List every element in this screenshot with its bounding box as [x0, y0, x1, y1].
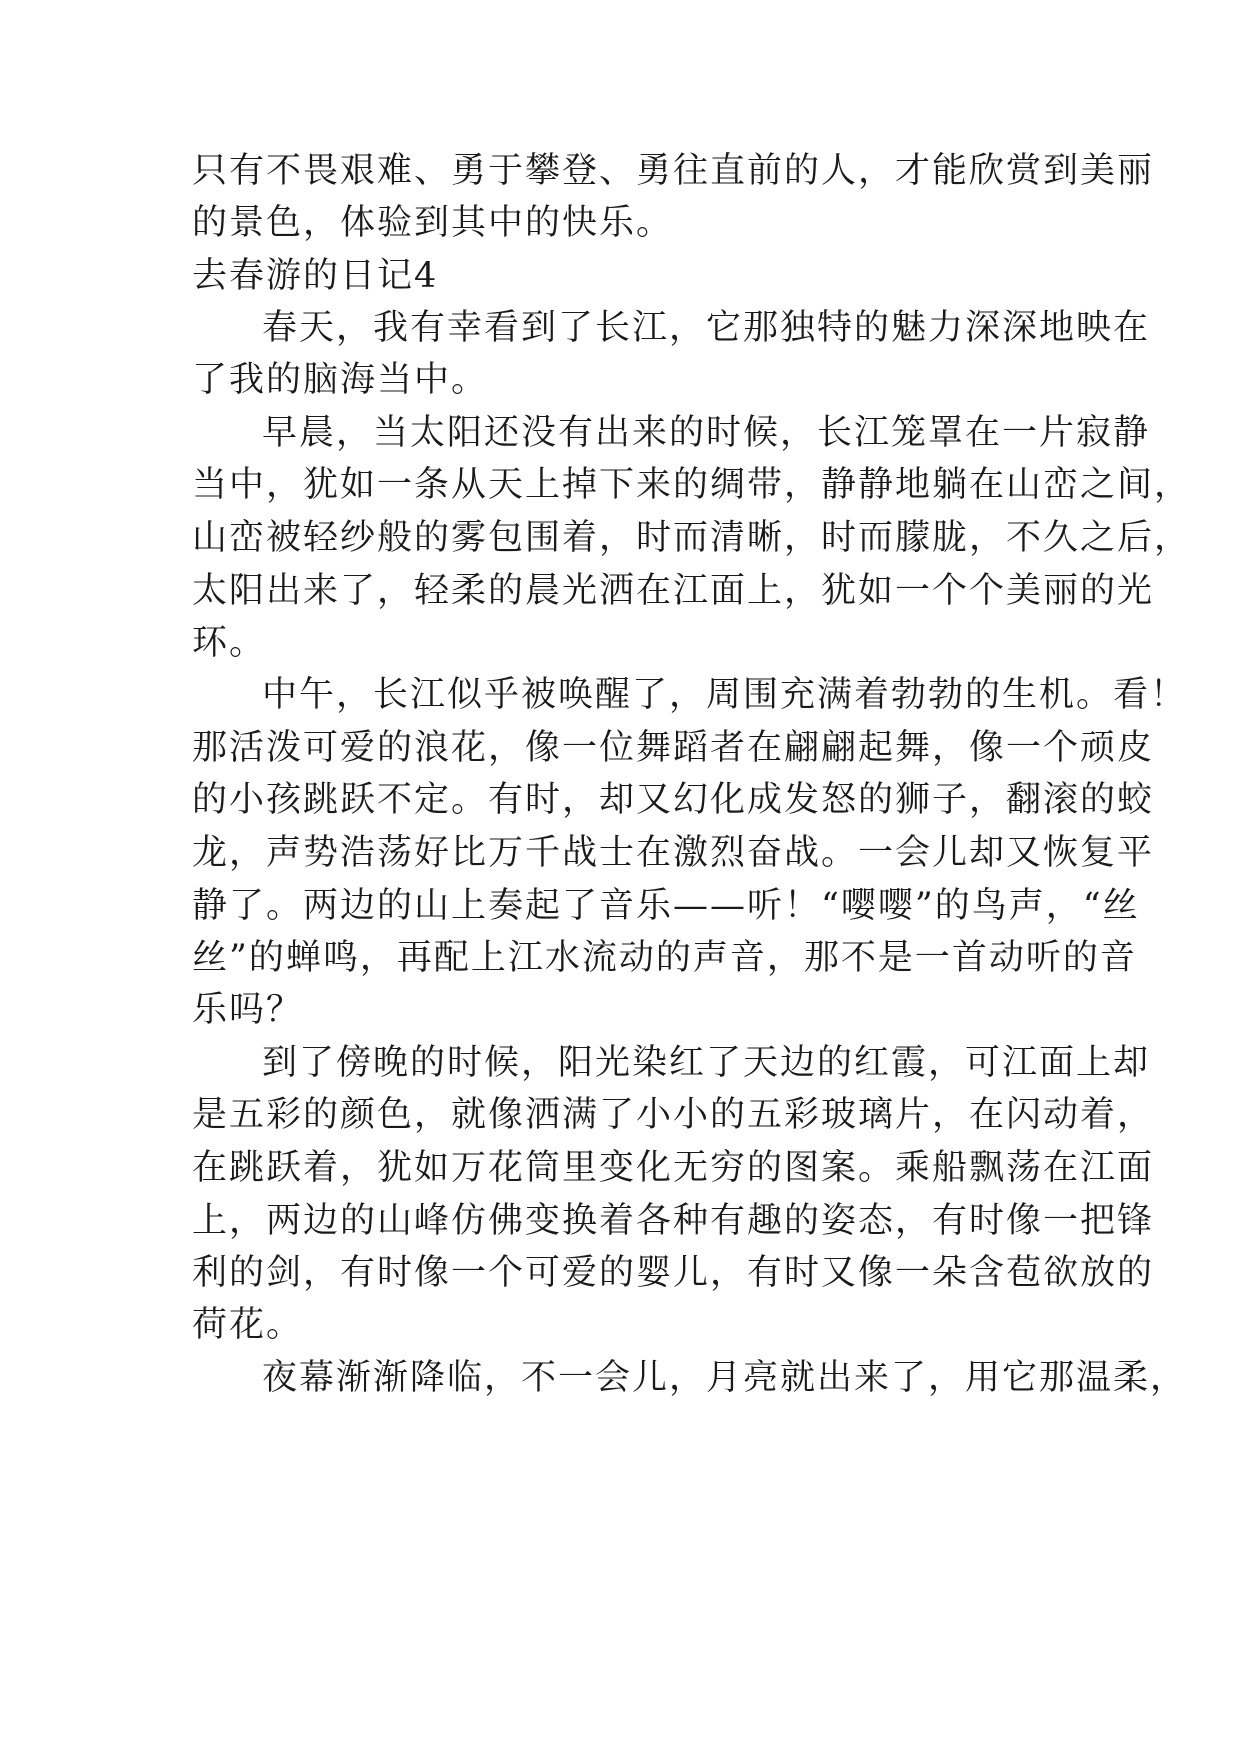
- paragraph-line: 中午，长江似乎被唤醒了，周围充满着勃勃的生机。看！: [262, 675, 1188, 715]
- paragraph-line: 只有不畏艰难、勇于攀登、勇往直前的人，才能欣赏到美丽: [192, 151, 1155, 191]
- paragraph-line: 夜幕渐渐降临，不一会儿，月亮就出来了，用它那温柔，: [262, 1358, 1188, 1398]
- paragraph-line: 那活泼可爱的浪花，像一位舞蹈者在翩翩起舞，像一个顽皮: [192, 728, 1155, 768]
- paragraph-line: 在跳跃着，犹如万花筒里变化无穷的图案。乘船飘荡在江面: [192, 1148, 1155, 1188]
- paragraph-line: 了我的脑海当中。: [192, 360, 489, 400]
- paragraph-line: 龙，声势浩荡好比万千战士在激烈奋战。一会儿却又恢复平: [192, 833, 1155, 873]
- paragraph-line: 利的剑，有时像一个可爱的婴儿，有时又像一朵含苞欲放的: [192, 1253, 1155, 1293]
- paragraph-line: 乐吗？: [192, 990, 304, 1030]
- paragraph-line: 早晨，当太阳还没有出来的时候，长江笼罩在一片寂静: [262, 413, 1151, 453]
- paragraph-line: 荷花。: [192, 1305, 304, 1345]
- paragraph-line: 的景色，体验到其中的快乐。: [192, 203, 674, 243]
- paragraph-line: 山峦被轻纱般的雾包围着，时而清晰，时而朦胧，不久之后，: [192, 518, 1192, 558]
- paragraph-line: 丝”的蝉鸣，再配上江水流动的声音，那不是一首动听的音: [192, 938, 1137, 978]
- paragraph-line: 当中，犹如一条从天上掉下来的绸带，静静地躺在山峦之间，: [192, 465, 1192, 505]
- paragraph-line: 上，两边的山峰仿佛变换着各种有趣的姿态，有时像一把锋: [192, 1201, 1155, 1241]
- section-heading: 去春游的日记4: [192, 256, 439, 296]
- paragraph-line: 春天，我有幸看到了长江，它那独特的魅力深深地映在: [262, 308, 1151, 348]
- paragraph-line: 太阳出来了，轻柔的晨光洒在江面上，犹如一个个美丽的光: [192, 571, 1155, 611]
- paragraph-line: 静了。两边的山上奏起了音乐——听！“嘤嘤”的鸟声，“丝: [192, 886, 1140, 926]
- paragraph-line: 环。: [192, 623, 267, 663]
- paragraph-line: 到了傍晚的时候，阳光染红了天边的红霞，可江面上却: [262, 1043, 1151, 1083]
- paragraph-line: 是五彩的颜色，就像洒满了小小的五彩玻璃片，在闪动着，: [192, 1095, 1155, 1135]
- paragraph-line: 的小孩跳跃不定。有时，却又幻化成发怒的狮子，翻滚的蛟: [192, 780, 1155, 820]
